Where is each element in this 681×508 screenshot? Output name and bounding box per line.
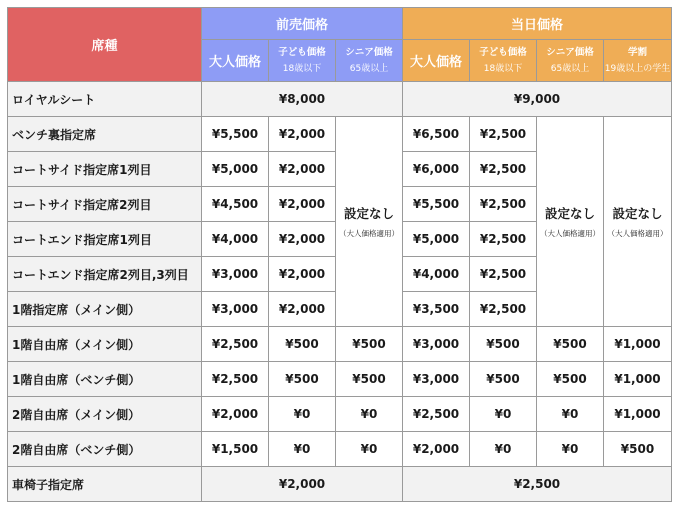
advance-child-price: ¥2,000 bbox=[269, 257, 336, 292]
advance-adult-price: ¥5,000 bbox=[202, 152, 269, 187]
advance-senior-price: ¥0 bbox=[336, 432, 403, 467]
same-day-child-price: ¥2,500 bbox=[470, 292, 537, 327]
table-row bbox=[8, 362, 672, 397]
same-day-price-all: ¥2,500 bbox=[403, 467, 672, 502]
table-row bbox=[8, 467, 672, 502]
same-day-price-header: 当日価格 bbox=[403, 8, 672, 40]
advance-adult-price: ¥1,500 bbox=[202, 432, 269, 467]
advance-child-price: ¥2,000 bbox=[269, 222, 336, 257]
advance-adult-price: ¥2,000 bbox=[202, 397, 269, 432]
advance-adult-price: ¥4,000 bbox=[202, 222, 269, 257]
same-day-child-header: 子ども価格 18歳以下 bbox=[470, 40, 537, 82]
advance-price-header: 前売価格 bbox=[202, 8, 403, 40]
same-day-adult-price: ¥2,500 bbox=[403, 397, 470, 432]
same-day-child-price: ¥0 bbox=[470, 432, 537, 467]
seat-name: ロイヤルシート bbox=[8, 82, 202, 117]
advance-child-price: ¥2,000 bbox=[269, 117, 336, 152]
same-day-adult-price: ¥6,500 bbox=[403, 117, 470, 152]
seat-name: コートサイド指定席2列目 bbox=[8, 187, 202, 222]
same-day-child-price: ¥2,500 bbox=[470, 222, 537, 257]
advance-child-price: ¥2,000 bbox=[269, 152, 336, 187]
advance-child-price: ¥2,000 bbox=[269, 187, 336, 222]
same-day-child-price: ¥2,500 bbox=[470, 257, 537, 292]
advance-price-all: ¥2,000 bbox=[202, 467, 403, 502]
advance-adult-price: ¥3,000 bbox=[202, 257, 269, 292]
seat-name: コートエンド指定席1列目 bbox=[8, 222, 202, 257]
same-day-child-price: ¥500 bbox=[470, 362, 537, 397]
advance-adult-price: ¥2,500 bbox=[202, 327, 269, 362]
table-row bbox=[8, 327, 672, 362]
advance-adult-price: ¥5,500 bbox=[202, 117, 269, 152]
seat-name: コートエンド指定席2列目,3列目 bbox=[8, 257, 202, 292]
seat-name: 2階自由席（メイン側） bbox=[8, 397, 202, 432]
seat-name: コートサイド指定席1列目 bbox=[8, 152, 202, 187]
advance-adult-price: ¥2,500 bbox=[202, 362, 269, 397]
same-day-child-price: ¥2,500 bbox=[470, 117, 537, 152]
price-table bbox=[7, 7, 672, 502]
advance-adult-header: 大人価格 bbox=[202, 40, 269, 82]
same-day-child-price: ¥500 bbox=[470, 327, 537, 362]
table-row bbox=[8, 117, 672, 152]
same-day-student-price: ¥1,000 bbox=[604, 362, 672, 397]
seat-name: 1階自由席（メイン側） bbox=[8, 327, 202, 362]
same-day-adult-price: ¥2,000 bbox=[403, 432, 470, 467]
advance-price-all: ¥8,000 bbox=[202, 82, 403, 117]
same-day-adult-price: ¥5,000 bbox=[403, 222, 470, 257]
advance-child-price: ¥0 bbox=[269, 432, 336, 467]
same-day-adult-price: ¥5,500 bbox=[403, 187, 470, 222]
advance-senior-header: シニア価格 65歳以上 bbox=[336, 40, 403, 82]
same-day-adult-price: ¥3,000 bbox=[403, 362, 470, 397]
same-day-student-price: ¥1,000 bbox=[604, 327, 672, 362]
advance-senior-price: ¥0 bbox=[336, 397, 403, 432]
same-day-senior-price: ¥0 bbox=[537, 397, 604, 432]
same-day-adult-price: ¥3,500 bbox=[403, 292, 470, 327]
same-day-adult-price: ¥3,000 bbox=[403, 327, 470, 362]
same-day-student-price: ¥500 bbox=[604, 432, 672, 467]
same-day-student-price: ¥1,000 bbox=[604, 397, 672, 432]
same-day-senior-price: ¥500 bbox=[537, 327, 604, 362]
advance-senior-price: ¥500 bbox=[336, 362, 403, 397]
advance-senior-price: ¥500 bbox=[336, 327, 403, 362]
same-day-student-not-set: 設定なし （大人価格適用） bbox=[604, 117, 672, 327]
same-day-adult-price: ¥6,000 bbox=[403, 152, 470, 187]
same-day-child-price: ¥0 bbox=[470, 397, 537, 432]
same-day-senior-price: ¥500 bbox=[537, 362, 604, 397]
advance-child-header: 子ども価格 18歳以下 bbox=[269, 40, 336, 82]
advance-adult-price: ¥3,000 bbox=[202, 292, 269, 327]
seat-name: 車椅子指定席 bbox=[8, 467, 202, 502]
advance-child-price: ¥0 bbox=[269, 397, 336, 432]
advance-adult-price: ¥4,500 bbox=[202, 187, 269, 222]
advance-child-price: ¥2,000 bbox=[269, 292, 336, 327]
advance-child-price: ¥500 bbox=[269, 327, 336, 362]
same-day-child-price: ¥2,500 bbox=[470, 187, 537, 222]
same-day-adult-price: ¥4,000 bbox=[403, 257, 470, 292]
table-row bbox=[8, 432, 672, 467]
same-day-senior-not-set: 設定なし （大人価格適用） bbox=[537, 117, 604, 327]
advance-senior-not-set: 設定なし （大人価格適用） bbox=[336, 117, 403, 327]
same-day-adult-header: 大人価格 bbox=[403, 40, 470, 82]
seat-name: 1階自由席（ベンチ側） bbox=[8, 362, 202, 397]
seat-name: 1階指定席（メイン側） bbox=[8, 292, 202, 327]
seat-name: ベンチ裏指定席 bbox=[8, 117, 202, 152]
advance-child-price: ¥500 bbox=[269, 362, 336, 397]
same-day-student-header: 学割 19歳以上の学生 bbox=[604, 40, 672, 82]
seat-type-header: 席種 bbox=[8, 8, 202, 82]
same-day-senior-price: ¥0 bbox=[537, 432, 604, 467]
same-day-senior-header: シニア価格 65歳以上 bbox=[537, 40, 604, 82]
same-day-child-price: ¥2,500 bbox=[470, 152, 537, 187]
seat-name: 2階自由席（ベンチ側） bbox=[8, 432, 202, 467]
table-row bbox=[8, 82, 672, 117]
same-day-price-all: ¥9,000 bbox=[403, 82, 672, 117]
table-row bbox=[8, 397, 672, 432]
